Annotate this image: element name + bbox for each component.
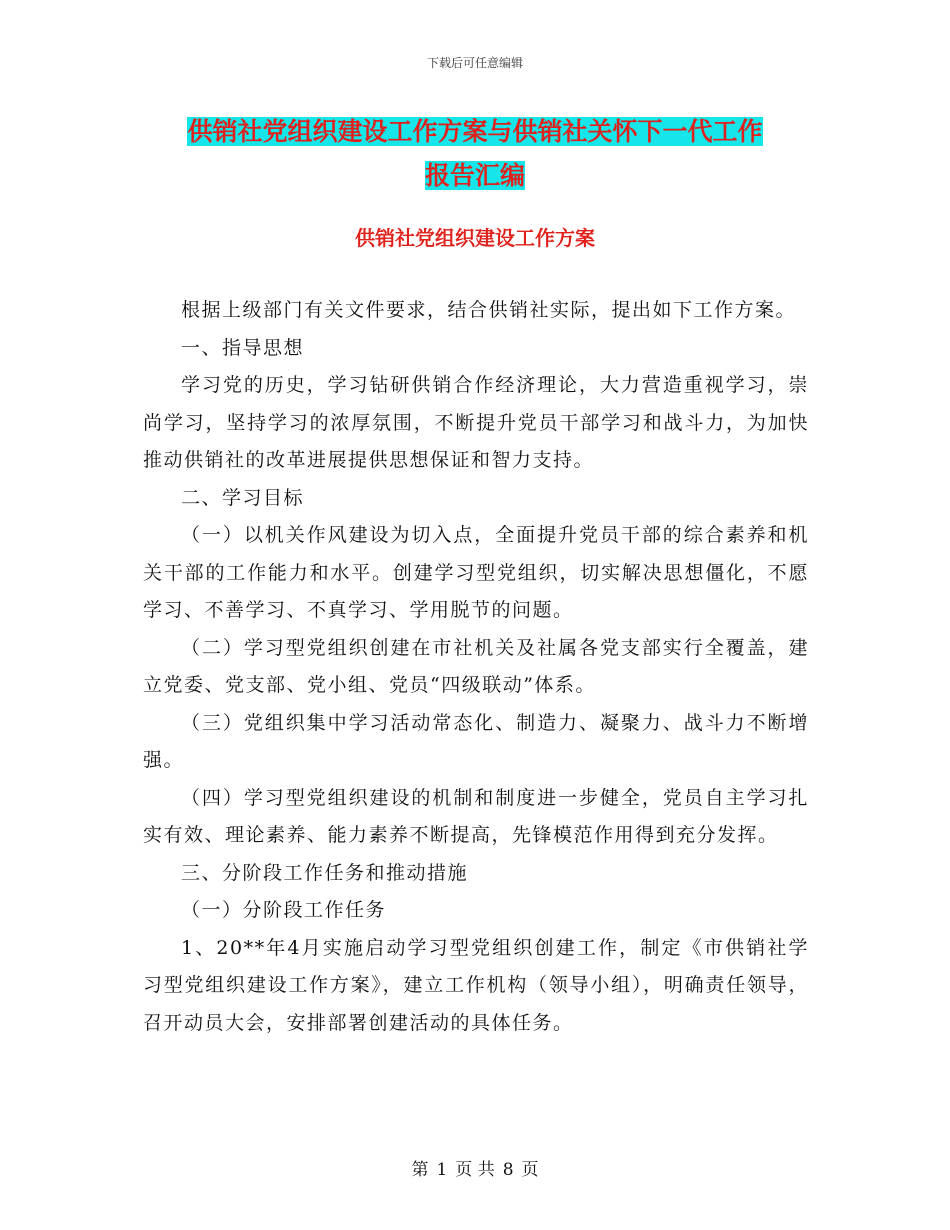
main-title-line2: 报告汇编 — [424, 161, 525, 190]
document-body — [143, 292, 809, 1042]
main-title-line1: 供销社党组织建设工作方案与供销社关怀下一代工作 — [187, 117, 763, 146]
footer-total-pages: 8 — [502, 1160, 514, 1180]
heading-guiding-ideology: 一、指导思想 — [181, 336, 305, 359]
paragraph-goal-1: （一）以机关作风建设为切入点，全面提升党员干部的综合素养和机关干部的工作能力和水平。创建学习型党组织，切实解决思想僵化，不愿学习、不善学习、不真学习、学用脱节的问题。 — [143, 524, 809, 621]
header-note: 下载后可任意编辑 — [426, 56, 523, 70]
heading-phased-tasks: 三、分阶段工作任务和推动措施 — [181, 861, 469, 884]
main-title — [100, 110, 850, 198]
footer-current-page: 1 — [436, 1160, 448, 1180]
section-title: 供销社党组织建设工作方案 — [355, 226, 595, 250]
paragraph-intro: 根据上级部门有关文件要求，结合供销社实际，提出如下工作方案。 — [181, 299, 797, 321]
paragraph-goal-4: （四）学习型党组织建设的机制和制度进一步健全，党员自主学习扎实有效、理论素养、能力素养不断提高，先锋模范作用得到充分发挥。 — [143, 786, 809, 846]
footer-prefix: 第 — [411, 1160, 429, 1180]
page-footer — [0, 1155, 950, 1180]
paragraph-goal-2: （二）学习型党组织创建在市社机关及社属各党支部实行全覆盖，建立党委、党支部、党小组、党员“四级联动”体系。 — [143, 636, 809, 696]
subheading-phased-tasks: （一）分阶段工作任务 — [181, 899, 387, 921]
heading-learning-goals: 二、学习目标 — [181, 486, 305, 509]
footer-suffix: 页 — [521, 1160, 539, 1180]
paragraph-guiding-ideology: 学习党的历史，学习钻研供销合作经济理论，大力营造重视学习，崇尚学习，坚持学习的浓厚氛围，不断提升党员干部学习和战斗力，为加快推动供销社的改革进展提供思想保证和智力支持。 — [143, 374, 809, 471]
paragraph-goal-3: （三）党组织集中学习活动常态化、制造力、凝聚力、战斗力不断增强。 — [143, 711, 809, 771]
footer-mid: 页 共 — [455, 1160, 495, 1180]
paragraph-task-1: 1、20**年4月实施启动学习型党组织创建工作，制定《市供销社学习型党组织建设工作方案》，建立工作机构（领导小组），明确责任领导，召开动员大会，安排部署创建活动的具体任务。 — [143, 936, 809, 1034]
